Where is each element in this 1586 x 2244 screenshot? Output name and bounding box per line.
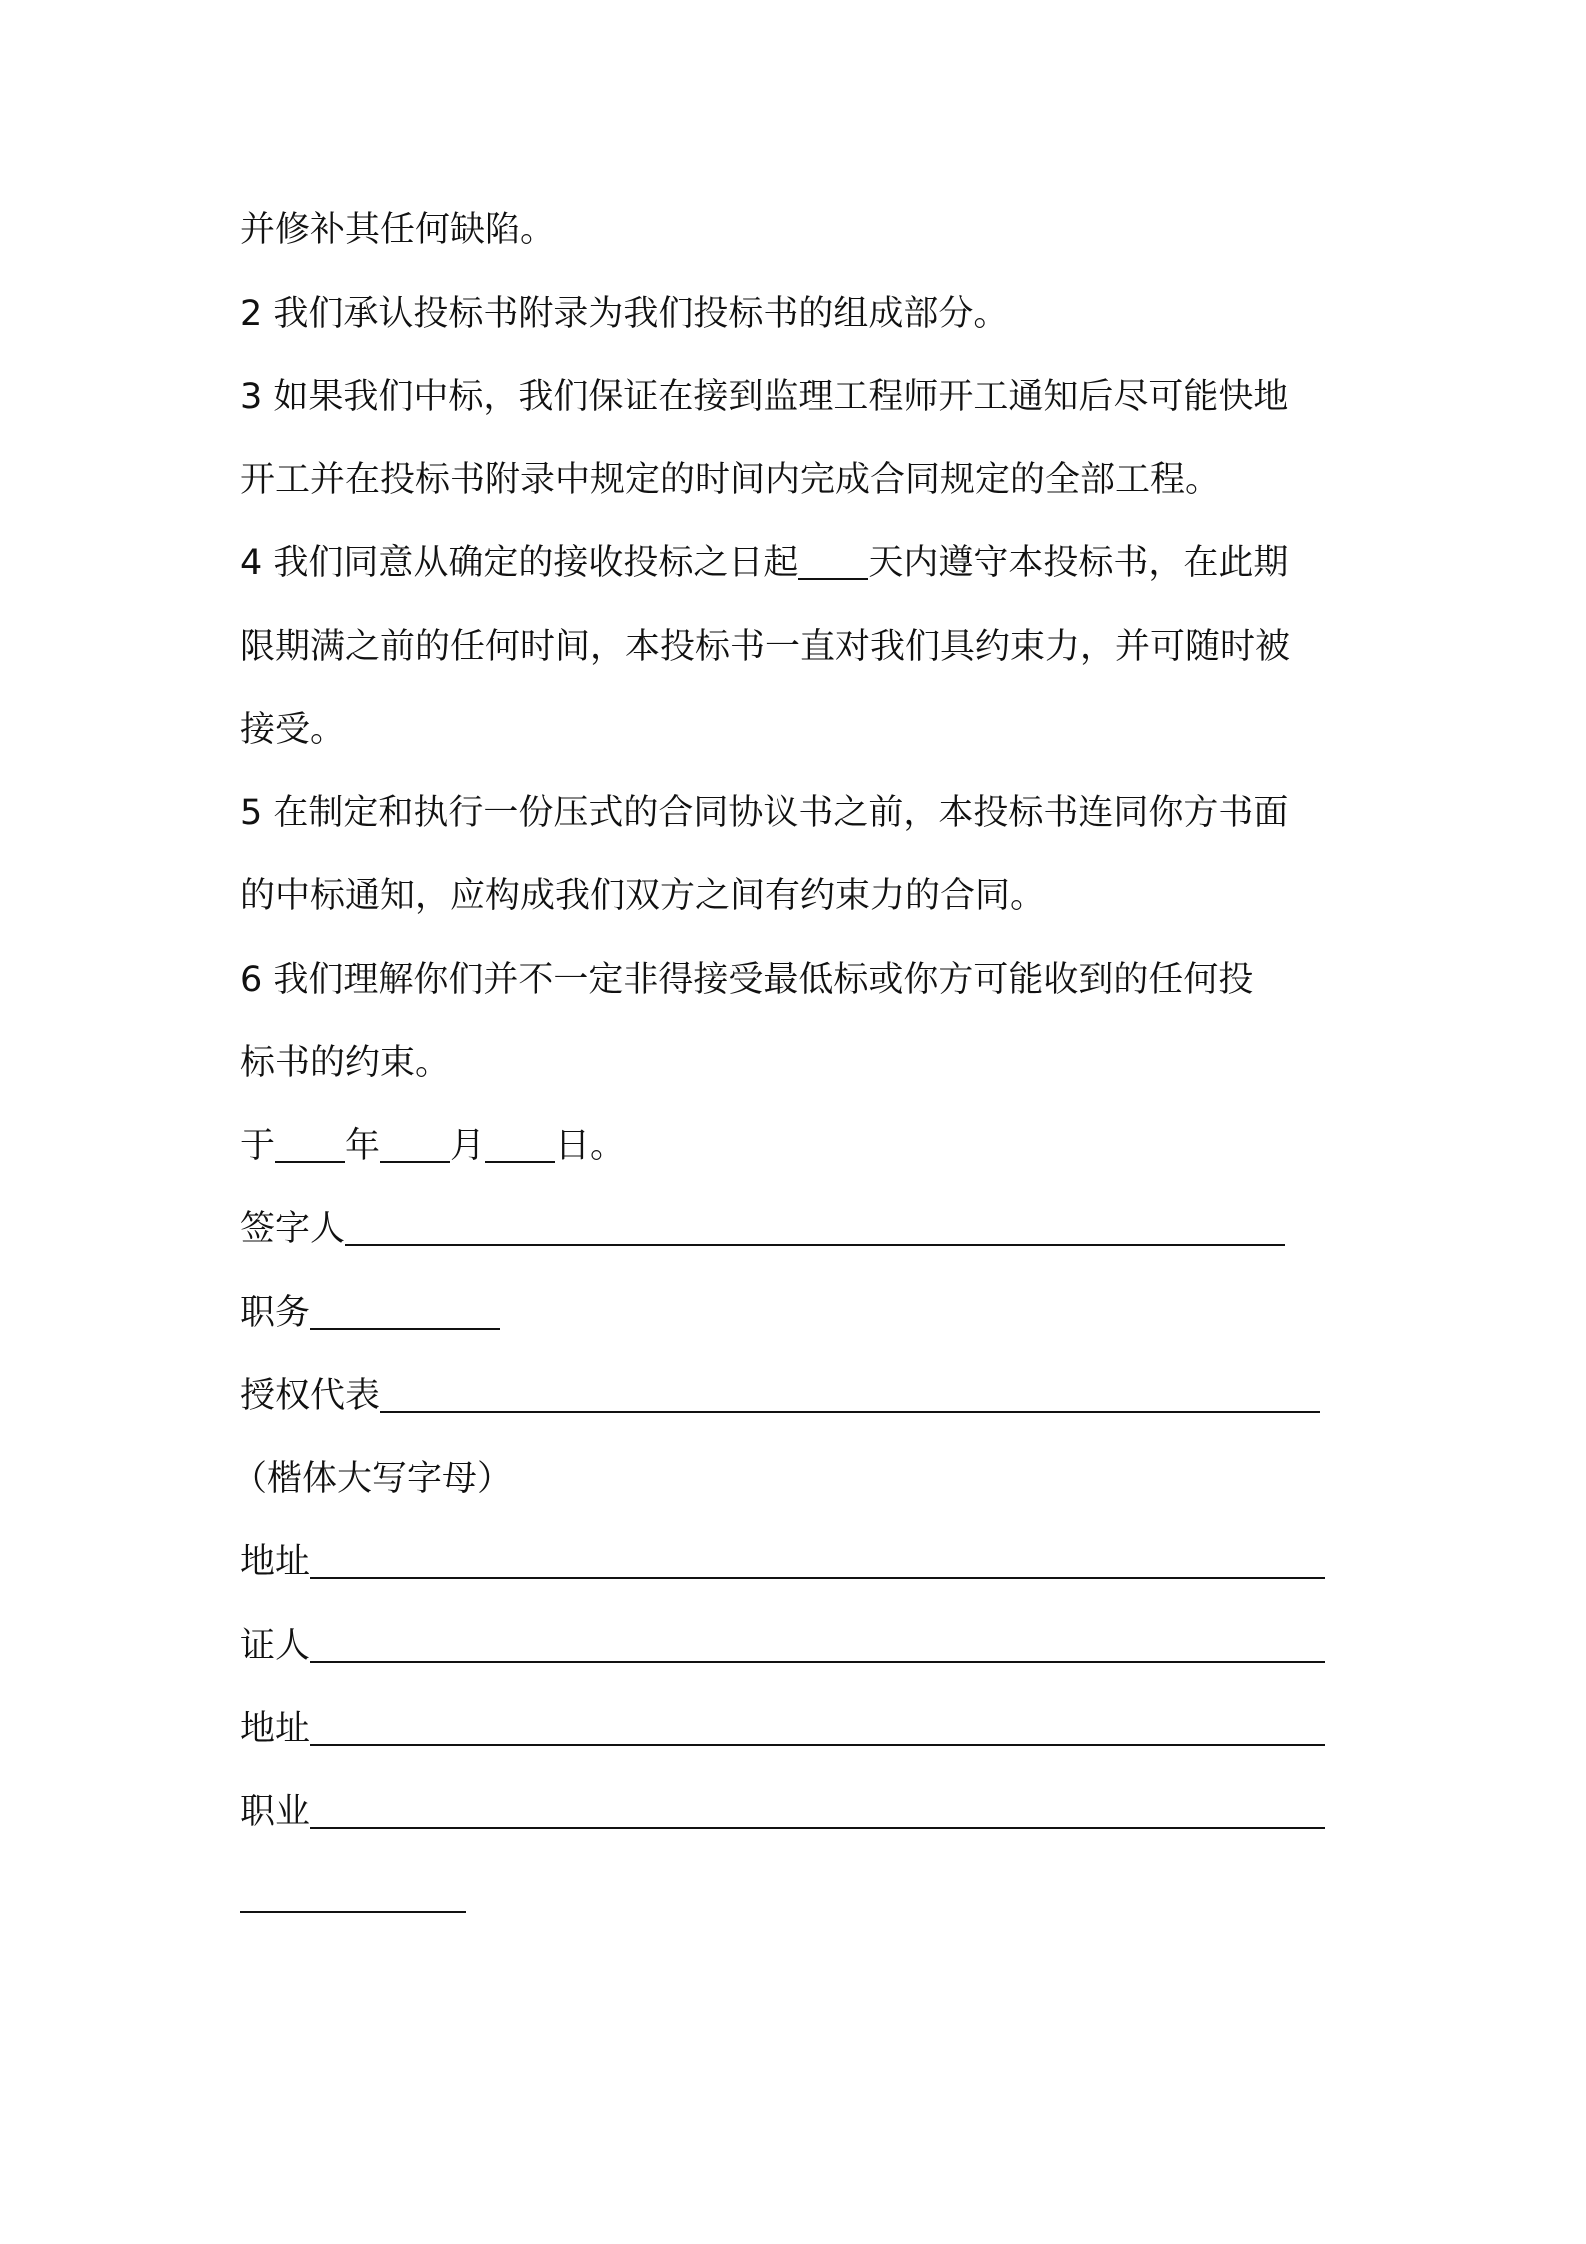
signer-field: 签字人 (240, 1206, 1285, 1252)
witness-field: 证人 (240, 1623, 1325, 1669)
witness-address-field: 地址 (240, 1706, 1325, 1752)
blank-line[interactable] (240, 1873, 466, 1919)
text-line: 标书的约束。 (240, 1043, 451, 1083)
position-field: 职务 (240, 1290, 500, 1336)
date-line: 于 年 月 日。 (240, 1126, 626, 1166)
text-line: 开工并在投标书附录中规定的时间内完成合同规定的全部工程。 (240, 460, 1221, 500)
text-line: 6 我们理解你们并不一定非得接受最低标或你方可能收到的任何投 (240, 960, 1254, 1000)
text-line: 2 我们承认投标书附录为我们投标书的组成部分。 (240, 294, 1009, 334)
text-line: 接受。 (240, 710, 346, 750)
occupation-field: 职业 (240, 1789, 1325, 1835)
authorized-rep-field: 授权代表 (240, 1373, 1320, 1419)
text-line: 4 我们同意从确定的接收投标之日起 天内遵守本投标书，在此期 (240, 543, 1289, 583)
text-line: 5 在制定和执行一份压式的合同协议书之前，本投标书连同你方书面 (240, 793, 1289, 833)
address-field: 地址 (240, 1539, 1325, 1585)
text-line: 3 如果我们中标，我们保证在接到监理工程师开工通知后尽可能快地 (240, 377, 1289, 417)
text-line: 并修补其任何缺陷。 (240, 210, 556, 250)
block-letters-note: （楷体大写字母） (232, 1459, 513, 1499)
text-line: 的中标通知，应构成我们双方之间有约束力的合同。 (240, 876, 1046, 916)
text-line: 限期满之前的任何时间，本投标书一直对我们具约束力，并可随时被 (240, 627, 1291, 667)
